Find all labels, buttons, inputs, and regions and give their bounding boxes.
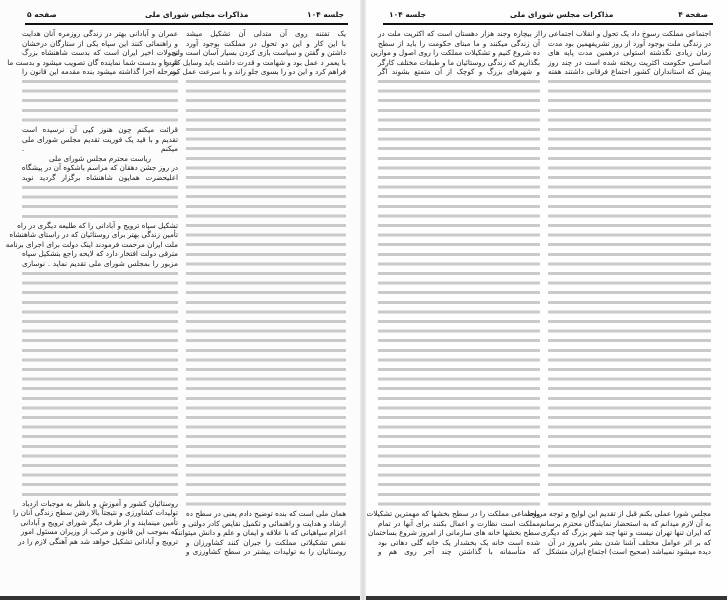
text-lines	[186, 77, 346, 509]
text-line: تقدیم و با قید یک فوریت تقدیم مجلس شورای ملی	[22, 134, 178, 144]
text-block	[7, 29, 178, 77]
text-block	[540, 29, 711, 77]
text-line: دیده میشود نمیباشد (صحیح است) اجتماع ایران متشکل	[545, 547, 711, 557]
text-lines	[22, 183, 178, 221]
text-line: نقص تشکیلاتی مملکت را جبران کنند کشاورزان و	[186, 537, 346, 547]
page-number: صفحه ۵	[27, 10, 57, 19]
text-line: واجتماعی مملکت را در سطح بخشها که مهمترین تشکیلات	[366, 508, 540, 518]
text-block	[5, 220, 178, 269]
text-line: تأمین مینمایند و از طرف دیگر شورای ترویج و آبادانی	[20, 517, 178, 527]
text-line: یک تفتنه روی آن متدلی آن تشکیل میشد	[186, 29, 346, 38]
session-number: جلسه ۱۰۴	[389, 10, 426, 19]
page-edge	[0, 596, 363, 600]
text-line: اعزام سپاهیانی که با علاقه و ایمان و علم و دانش میتوانند	[174, 528, 346, 538]
text-line: که ایران تنها تهران نیست و تنها چند شهر بزرگ که دیگری	[540, 528, 711, 538]
page-right	[363, 0, 727, 600]
text-block	[526, 508, 711, 557]
text-block	[366, 508, 540, 557]
text-line: مزبور را بمجلس شورای ملی تقدیم نماید . نوسازی	[22, 258, 178, 268]
text-line: سطح بخشها خانه های سازمانی از امروز شروع بساختمان	[367, 528, 540, 538]
text-line: اجتماعی مملکت رسوخ داد یک تحول و انقلاب اجتماعی را	[540, 29, 711, 38]
text-line: به آن لازم میدانم که به استحضار نمایندگان محترم برسانم	[539, 518, 711, 528]
text-line: اساسی حکومت اکثریت ریخته شده است در چند روز	[548, 57, 711, 67]
text-line: و شهرهای بزرگ و کوچک از آن متمتع بشوند اگر	[378, 67, 540, 77]
text-line: در زندگی ملت بوجود آورد از روز تشریفهمین بود مدت	[548, 38, 711, 48]
text-line: شده و بدست شما نماینده گان تصویب میشود و بدست ما	[7, 57, 178, 67]
text-line: آن زندگی میکنند و ما مبنای حکومت را باید از سطح	[378, 38, 540, 48]
text-lines	[22, 269, 178, 499]
text-line: همان ملی است که بنده توضیح دادم یعنی در سطح ده	[186, 508, 346, 518]
text-line: با این کار و این دو تحول در مملکت بوجود آورد	[186, 38, 346, 48]
text-line: اعلیحضرت همایون شاهنشاه برگزار گردید نوید	[22, 172, 178, 182]
text-line: روستائیان کشور و آموزش و بانظر به موجبات ازدیاد	[22, 498, 178, 508]
session-number: جلسه ۱۰۴	[307, 10, 344, 19]
text-line: تأمین زندگی بهتر برای روستائیان که در راستای شاهنشاه	[9, 230, 178, 240]
text-block	[163, 29, 346, 77]
text-line: مترقی دولت افتخار دارد که لایحه راجع بتشکیل سپاه	[22, 249, 178, 259]
text-line: میکنم .	[22, 144, 178, 154]
text-block	[174, 508, 346, 557]
text-block	[22, 125, 178, 183]
page-header	[25, 10, 348, 22]
page-fold	[360, 0, 366, 600]
text-line: شده است خانه یک بخشدار یک خانه گلی دهاتی بود	[378, 537, 540, 547]
text-line: با یعمر د عمل بود و شهامت و قدرت داشت باید وسایل کار را	[163, 57, 346, 67]
text-line: پیش که استانداران کشور اجتماع فرقانی داشتند هفته	[548, 67, 711, 77]
text-line: تولیدات کشاورزی و نتیجتاً بالا رفتن سطح زندگی آنان را	[12, 508, 178, 518]
text-line: ده شروع کنیم و تشکیلات مملکت را روی اصول و موازین	[370, 48, 540, 58]
page-number: صفحه ۴	[678, 10, 708, 19]
text-line: و راهنمائی کنند این سپاه یکی از ستارگان درخشان	[22, 38, 178, 48]
text-line: در روز جشن دهقان که مراسم باشکوه آن در پیشگاه	[21, 163, 178, 173]
text-line: ترویج و آبادانی تشکیل خواهد شد هم آهنگی لازم را در	[18, 536, 178, 546]
text-line: که بر اثر عوامل مختلف آشنا شدن بشر بامروز در آن	[548, 537, 711, 547]
text-column-left	[366, 29, 540, 557]
text-line: بگذاریم که زندگی روستائیان ما و طبقات مختلف کارگر	[377, 57, 540, 67]
text-line: مملکت است نظارت و اعمال بکنند برای آنها در تمام	[378, 518, 540, 528]
text-line: عمران و آبادانی بهتر در زندگی روزمره آنان هدایت	[22, 29, 178, 38]
text-lines	[22, 77, 178, 125]
text-line: فراهم کرد و این دو را بسوی جلو راند و با سرعت عمل کرد	[169, 67, 346, 77]
publication-title: مذاکرات مجلس شورای ملی	[145, 10, 249, 19]
page-edge	[363, 596, 727, 600]
text-lines	[548, 77, 711, 509]
section-heading: ریاست محترم مجلس شورای ملی	[48, 153, 152, 163]
text-line: که متأسفانه با گذاشتن چند آجر روی هم و	[378, 547, 540, 557]
page-left	[0, 0, 363, 600]
text-line: داشتن و گفتن و سیاست بازی کردن بسیار آسان است ولی	[171, 48, 346, 58]
text-line: تحولات اخیر ایران است که بدست شاهنشاه بزرگ	[22, 48, 178, 58]
text-column-right	[163, 29, 346, 557]
text-lines	[378, 77, 540, 509]
page-header	[385, 10, 710, 22]
text-line: زمان زیادی نگذشته استولی درهمین مدت پایه های	[548, 48, 711, 58]
text-line: از بیچاره وجند هزار دهستان است که اکثریت ملت در	[378, 29, 540, 38]
text-block	[370, 29, 540, 77]
text-line: که بموجب این قانون و مرکب از وزیران مسئول امور	[20, 527, 178, 537]
publication-title: مذاکرات مجلس شورای ملی	[510, 10, 614, 19]
text-column-left	[5, 29, 178, 546]
text-block	[12, 498, 178, 547]
text-line: قرائت میکنم چون هنوز کپی آن نرسیده است	[22, 124, 178, 134]
text-line: بمرحله اجرا گذاشته میشود بنده مقدمه این قانون را	[22, 67, 178, 77]
text-column-right	[526, 29, 711, 557]
text-line: ملت ایران مرحمت فرمودند اینک دولت برای اجرای برنامه	[5, 239, 178, 249]
header-rule	[25, 23, 348, 25]
text-line: تشکیل سپاه ترویج و آبادانی را که طلیعه دیگری در راه	[17, 220, 178, 230]
text-line: روستائیان را به تولیدات بیشتر در سطح کشاورزی و	[186, 547, 346, 557]
header-rule	[383, 23, 713, 25]
text-line: ارشاد و هدایت و راهنمائی و تکمیل نقایص کادر دولتی و	[182, 518, 346, 528]
text-line: مجلس شورا عملی بکنم قبل از تقدیم این لوایح و توجه مربوط	[526, 508, 711, 518]
